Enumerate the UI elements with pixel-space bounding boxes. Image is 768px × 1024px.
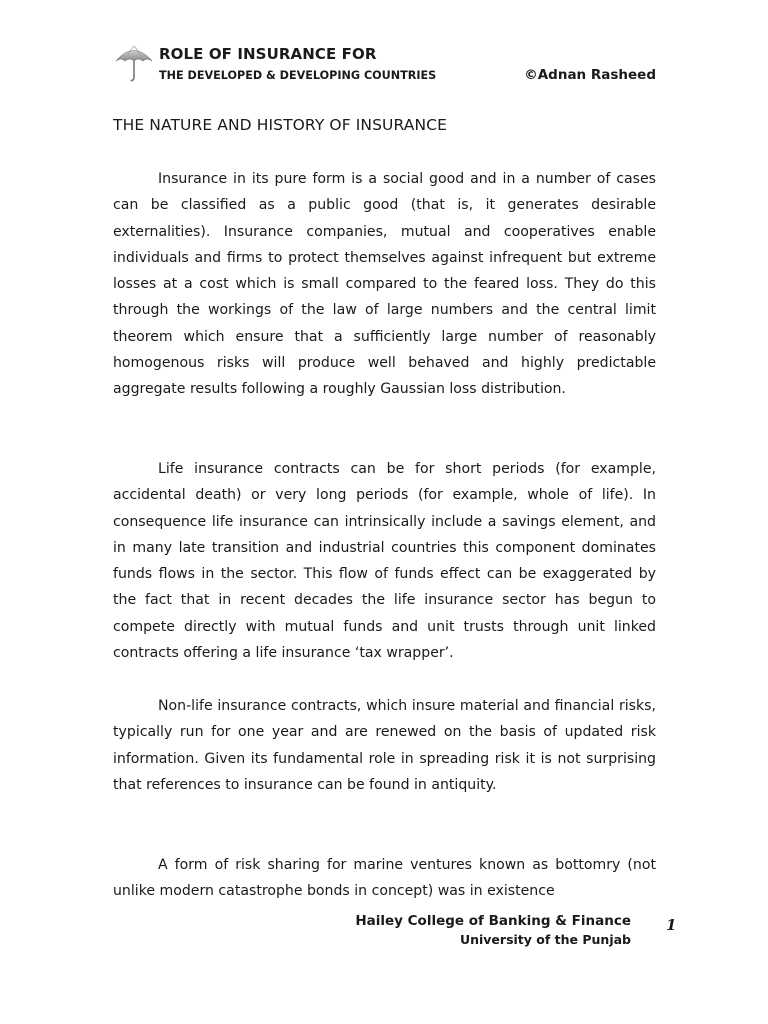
paragraph-text: A form of risk sharing for marine ventures known as bottomry (not unlike modern catastrophe bonds in concept) was in existence <box>113 857 656 900</box>
page-number: 1 <box>666 916 677 934</box>
footer-university: University of the Punjab <box>459 932 631 947</box>
paragraph-text: Non-life insurance contracts, which insure material and financial risks, typically run for one year and are renewed on the basis of updated risk information. Given its fundamental role in spreading risk it is not surprising that references to insurance can be found in antiquity. <box>113 698 656 793</box>
paragraph-4 <box>113 852 656 904</box>
paragraph-3 <box>113 693 656 798</box>
document-title: ROLE OF INSURANCE FOR <box>159 45 377 63</box>
paragraph-1 <box>113 166 656 403</box>
footer-college: Hailey College of Banking & Finance <box>355 913 631 929</box>
paragraph-text: Life insurance contracts can be for short periods (for example, accidental death) or very long periods (for example, whole of life). In consequence life insurance can intrinsically include a savings element, and in many late transition and industrial countries this component dominates funds flows in the sector. This flow of funds effect can be exaggerated by the fact that in recent decades the life insurance sector has begun to compete directly with mutual funds and unit trusts through unit linked contracts offering a life insurance ‘tax wrapper’. <box>113 461 656 662</box>
paragraph-2 <box>113 456 656 666</box>
umbrella-icon <box>114 44 154 82</box>
section-heading: THE NATURE AND HISTORY OF INSURANCE <box>113 116 447 134</box>
document-subtitle: THE DEVELOPED & DEVELOPING COUNTRIES <box>159 69 437 82</box>
author-credit: ©Adnan Rasheed <box>524 67 656 83</box>
paragraph-text: Insurance in its pure form is a social good and in a number of cases can be classified as a public good (that is, it generates desirable externalities). Insurance companies, mutual and cooperatives enable individuals and firms to protect themselves against infrequent but extreme losses at a cost which is small compared to the feared loss. They do this through the workings of the law of large numbers and the central limit theorem which ensure that a sufficiently large number of reasonably homogenous risks will produce well behaved and highly predictable aggregate results following a roughly Gaussian loss distribution. <box>113 171 656 398</box>
